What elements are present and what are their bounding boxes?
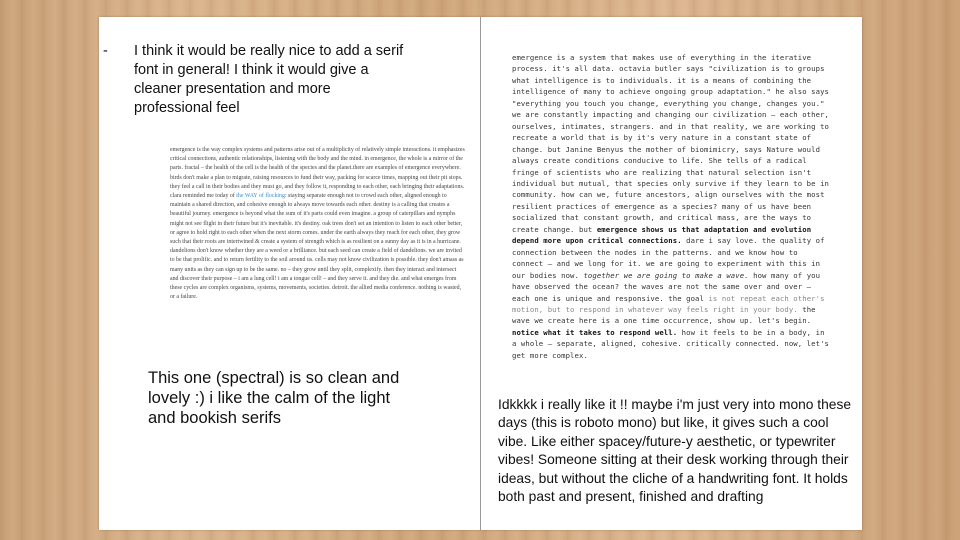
- mono-bold-2: notice what it takes to respond well.: [512, 327, 678, 337]
- mono-text-4: the wave we create here is a one time occurrence, show up. let's begin.: [512, 304, 816, 326]
- mono-text-5: how it feels to be in a body, in a whole – separate, aligned, cohesive. critically connected. now, let's get more complex.: [512, 327, 830, 360]
- mono-font-sample: [512, 52, 832, 361]
- serif-sample-text-2: : staying separate enough not to crowd each other, aligned enough to maintain a shared direction, and cohesive enough to always move towards each other. destiny is a calling that creates a beautiful journey. emergence is beyond what the sum of it's parts could even imagine. a group of caterpillars and nymphs might not see flight in their future but it's inevitable. it's destiny. oak trees don't set an intention to listen to each other better, or agree to hold right to each other when the next storm comes. under the earth always they reach for each other, they grow such that their roots are intertwined & create a system of strength which is as resilient on a sunny day as it is in a hurricane. dandelions don't know whether they are a weed or a brilliance. but each seed can create a field of dandelions. we are invited to be that prolific. and to return fertility to the soil around us. cells may not know civilization is possible. they don't amass as many units as they can sign up to be the same. no – they grow until they split, complexify. then they interact and intersect and discover their purpose – i am a lung cell! i am a tongue cell! – and they serve it. and they die. and what emerges from these cycles are complex organisms, systems, movements, societies. detroit. the allied media conference. nothing is wasted, or a failure.: [170, 193, 464, 301]
- serif-font-sample: [170, 146, 466, 302]
- roboto-mono-comment: Idkkkk i really like it !! maybe i'm just very into mono these days (this is roboto mono) but like, it gives such a cool vibe. Like either spacey/future-y aesthetic, or typewriter vibes! Someone sitting at their desk working through their ideas, but without the cliche of a handwriting font. It holds both past and present, finished and drafting: [498, 397, 852, 505]
- mono-text-2: dare i say love. the quality of connection between the nodes in the patterns. and we know how to connect – and we long for it. we are going to experiment with this in our bodies now.: [512, 236, 825, 280]
- serif-sample-text-1: emergence is the way complex systems and patterns arise out of a multiplicity of relatively simple interactions. it emphasizes critical connections, authentic relationships, listening with the body and the mind. in emergence, the whole is a mirror of the parts. fractal – the health of the cell is the health of the species and the planet.there are examples of emergence everywhere. birds don't make a plan to migrate, raising resources to fund their way, packing for scarce times, mapping out their pit stops. they feel a call in their bodies and they must go, and they follow it, responding to each other, each bringing their adaptations. clara reminded me today of: [170, 147, 465, 200]
- center-divider: [480, 17, 481, 530]
- spectral-comment: This one (spectral) is so clean and lovely :) i like the calm of the light and bookish serifs: [148, 369, 400, 427]
- mono-text-1: emergence is a system that makes use of everything in the iterative process. it's all data. octavia butler says "civilization is to groups what intelligence is to individuals. it is a means of combining the intelligence of many to achieve ongoing group adaptation." he also says "everything you touch you change, everything you change, changes you." we are constantly impacting and changing our civilization – each other, ourselves, intimates, strangers. and in that reality, we are working to recreate a world that is by it's very nature in a constant state of change. but Janine Benyus the mother of biomimicry, says Nature would always create conditions conducive to life. She tells of a radical fringe of scientists who are realizing that natural selection isn't individual but mutual, that species only survive if they learn to be in community. how can we, future ancestors, align ourselves with the most resilient practices of emergence as a species? many of us have been socialized that constant growth, and critical mass, are the ways to create change. but: [512, 53, 830, 234]
- bullet-dash: -: [103, 43, 108, 59]
- flocking-link[interactable]: the WAY of flocking: [236, 193, 285, 200]
- mono-text-3: how many of you have observed the ocean? the waves are not the same over and over – each one is unique and responsive. the goal: [512, 270, 821, 303]
- mono-faint-1: is not repeat each other's motion, but to respond in whatever way feels right in your body.: [512, 293, 825, 314]
- serif-suggestion-note: I think it would be really nice to add a serif font in general! I think it would give a cleaner presentation and more professional feel: [134, 43, 404, 116]
- mono-bold-1: emergence shows us that adaptation and evolution depend more upon critical connections.: [512, 224, 812, 246]
- mono-italic-1: together we are going to make a wave.: [583, 270, 749, 280]
